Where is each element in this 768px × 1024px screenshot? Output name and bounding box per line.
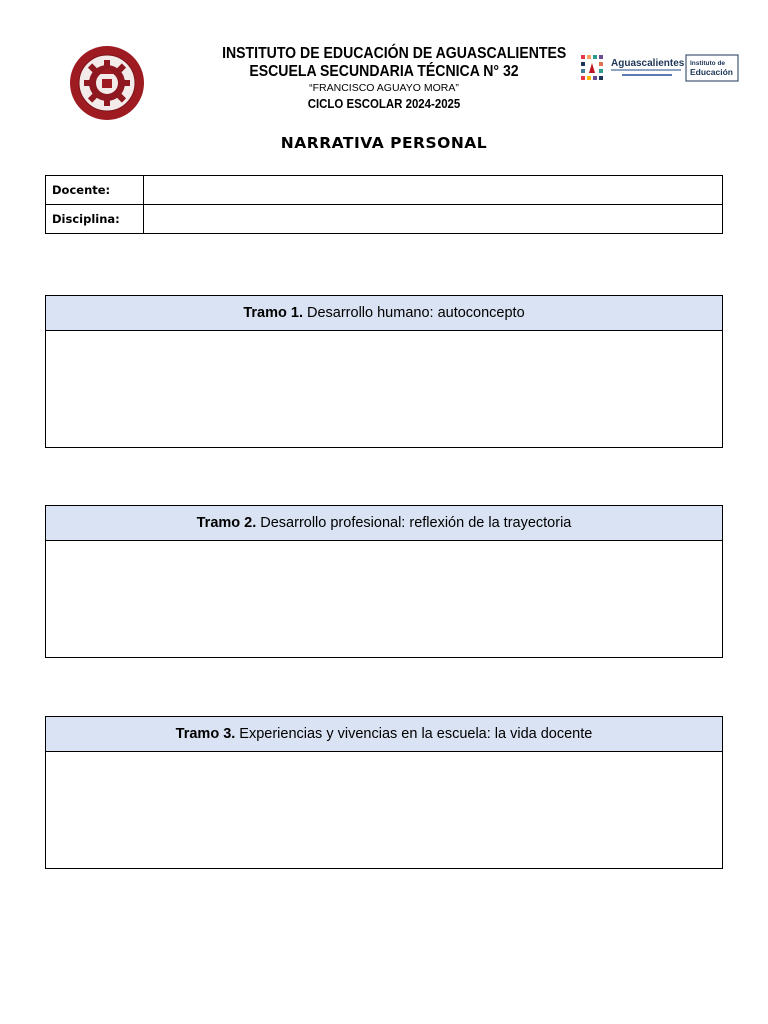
tramo-2-content-field[interactable]: [46, 541, 722, 657]
tramo-2-title: Desarrollo profesional: reflexión de la trayectoria: [260, 515, 572, 531]
colorful-emblem-icon: [581, 55, 603, 80]
school-namesake: “FRANCISCO AGUAYO MORA”: [309, 82, 459, 94]
svg-text:Educación: Educación: [690, 67, 733, 77]
table-row: [46, 176, 723, 205]
tramo-2-header: [46, 506, 722, 541]
tramo-1-content-field[interactable]: [46, 331, 722, 447]
docente-label: Docente:: [46, 176, 144, 205]
school-name: ESCUELA SECUNDARIA TÉCNICA N° 32: [249, 63, 519, 80]
tramo-2-label: Tramo 2.: [196, 515, 257, 531]
document-title: NARRATIVA PERSONAL: [280, 134, 488, 152]
tramo-2-section: [45, 505, 723, 658]
tramo-1-label: Tramo 1.: [243, 305, 303, 321]
aguascalientes-education-logo: [580, 53, 740, 85]
disciplina-field[interactable]: [144, 205, 723, 234]
school-seal-logo: [69, 44, 145, 122]
docente-field[interactable]: [144, 176, 723, 205]
institution-header: [200, 46, 568, 110]
tramo-3-section: [45, 716, 723, 869]
tramo-1-header: [46, 296, 722, 331]
tramo-3-header: [46, 717, 722, 752]
tramo-3-content-field[interactable]: [46, 752, 722, 868]
tramo-1-section: [45, 295, 723, 448]
tramo-3-title: Experiencias y vivencias en la escuela: la vida docente: [239, 726, 593, 742]
tramo-1-title: Desarrollo humano: autoconcepto: [307, 305, 525, 321]
tramo-3-label: Tramo 3.: [175, 726, 236, 742]
disciplina-label: Disciplina:: [46, 205, 144, 234]
table-row: [46, 205, 723, 234]
school-year: CICLO ESCOLAR 2024-2025: [307, 95, 461, 111]
svg-text:Aguascalientes: Aguascalientes: [611, 58, 685, 69]
institute-name: INSTITUTO DE EDUCACIÓN DE AGUASCALIENTES: [222, 45, 567, 62]
svg-text:Instituto de: Instituto de: [690, 60, 726, 67]
teacher-info-table: [45, 175, 723, 234]
